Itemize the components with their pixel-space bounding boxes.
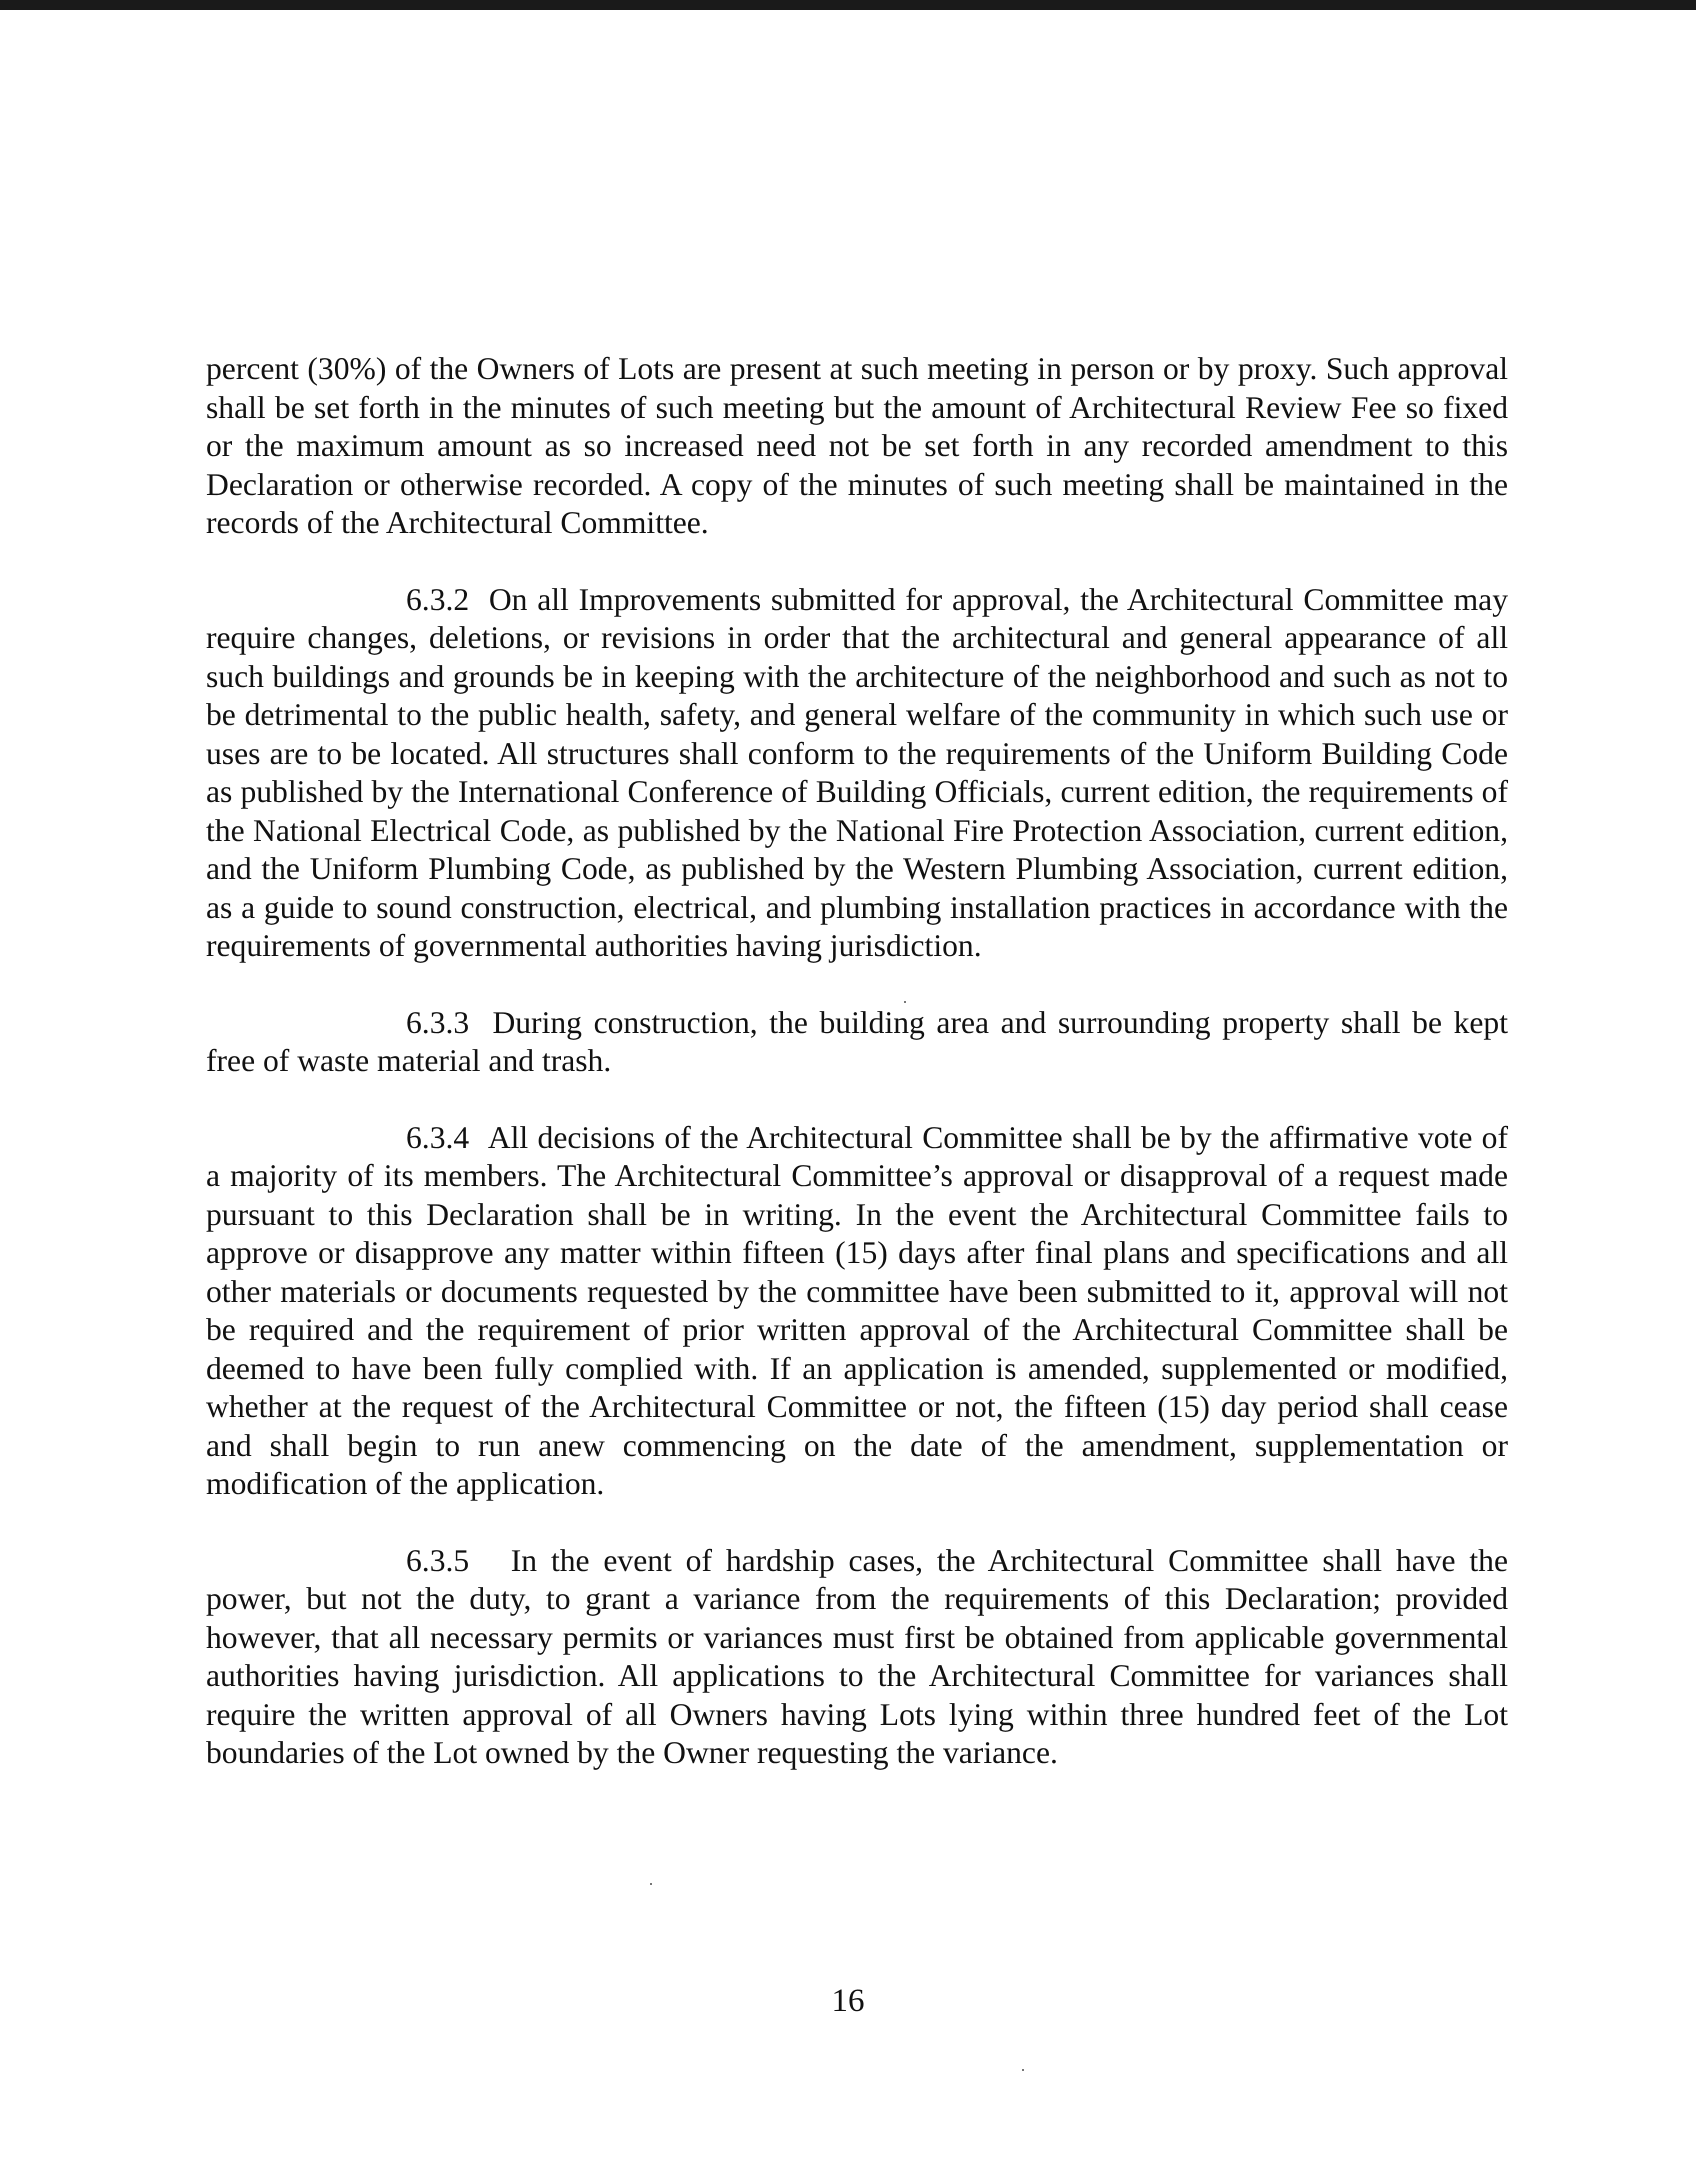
scan-speck [1022,2069,1024,2071]
scan-top-edge [0,0,1696,10]
paragraph-6-3-5 [206,1542,1508,1773]
paragraph-gap [206,1081,1508,1119]
section-number: 6.3.5 [406,1542,470,1578]
document-body [206,350,1508,1773]
scan-speck [904,1001,906,1003]
section-number: 6.3.3 [406,1004,470,1040]
paragraph-gap [206,966,1508,1004]
scan-speck [650,1883,652,1885]
paragraph-gap [206,1504,1508,1542]
paragraph-6-3-2 [206,581,1508,966]
paragraph-6-3-3 [206,1004,1508,1081]
paragraph-6-3-4 [206,1119,1508,1504]
section-number: 6.3.2 [406,581,470,617]
page-number: 16 [831,1983,865,2019]
paragraph-6-3-1-continued [206,350,1508,543]
paragraph-text: All decisions of the Architectural Committee shall be by the affirmative vote of a majority of its members. The Architectural Committee’s approval or disapproval of a request made pursuant to this Declaration shall be in writing. In the event the Architectural Committee fails to approve or disapprove any matter within fifteen (15) days after final plans and specifications and all other materials or documents requested by the committee have been submitted to it, approval will not be required and the requirement of prior written approval of the Architectural Committee shall be deemed to have been fully complied with. If an application is amended, supplemented or modified, whether at the request of the Architectural Committee or not, the fifteen (15) day period shall cease and shall begin to run anew commencing on the date of the amendment, supplementation or modification of the application. [206,1119,1508,1501]
paragraph-gap [206,543,1508,581]
paragraph-text: During construction, the building area and surrounding property shall be kept free of waste material and trash. [206,1004,1508,1078]
section-number: 6.3.4 [406,1119,470,1155]
paragraph-text: On all Improvements submitted for approval, the Architectural Committee may require changes, deletions, or revisions in order that the architectural and general appearance of all such buildings and grounds be in keeping with the architecture of the neighborhood and such as not to be detrimental to the public health, safety, and general welfare of the community in which such use or uses are to be located. All structures shall conform to the requirements of the Uniform Building Code as published by the International Conference of Building Officials, current edition, the requirements of the National Electrical Code, as published by the National Fire Protection Association, current edition, and the Uniform Plumbing Code, as published by the Western Plumbing Association, current edition, as a guide to sound construction, electrical, and plumbing installation practices in accordance with the requirements of governmental authorities having jurisdiction. [206,581,1508,963]
paragraph-text: percent (30%) of the Owners of Lots are present at such meeting in person or by proxy. Such approval shall be set forth in the minutes of such meeting but the amount of Architectural Review Fee so fixed or the maximum amount as so increased need not be set forth in any recorded amendment to this Declaration or otherwise recorded. A copy of the minutes of such meeting shall be maintained in the records of the Architectural Committee. [206,351,1508,540]
paragraph-text: In the event of hardship cases, the Architectural Committee shall have the power, but not the duty, to grant a variance from the requirements of this Declaration; provided however, that all necessary permits or variances must first be obtained from applicable governmental authorities having jurisdiction. All applications to the Architectural Committee for variances shall require the written approval of all Owners having Lots lying within three hundred feet of the Lot boundaries of the Lot owned by the Owner requesting the variance. [206,1542,1508,1770]
